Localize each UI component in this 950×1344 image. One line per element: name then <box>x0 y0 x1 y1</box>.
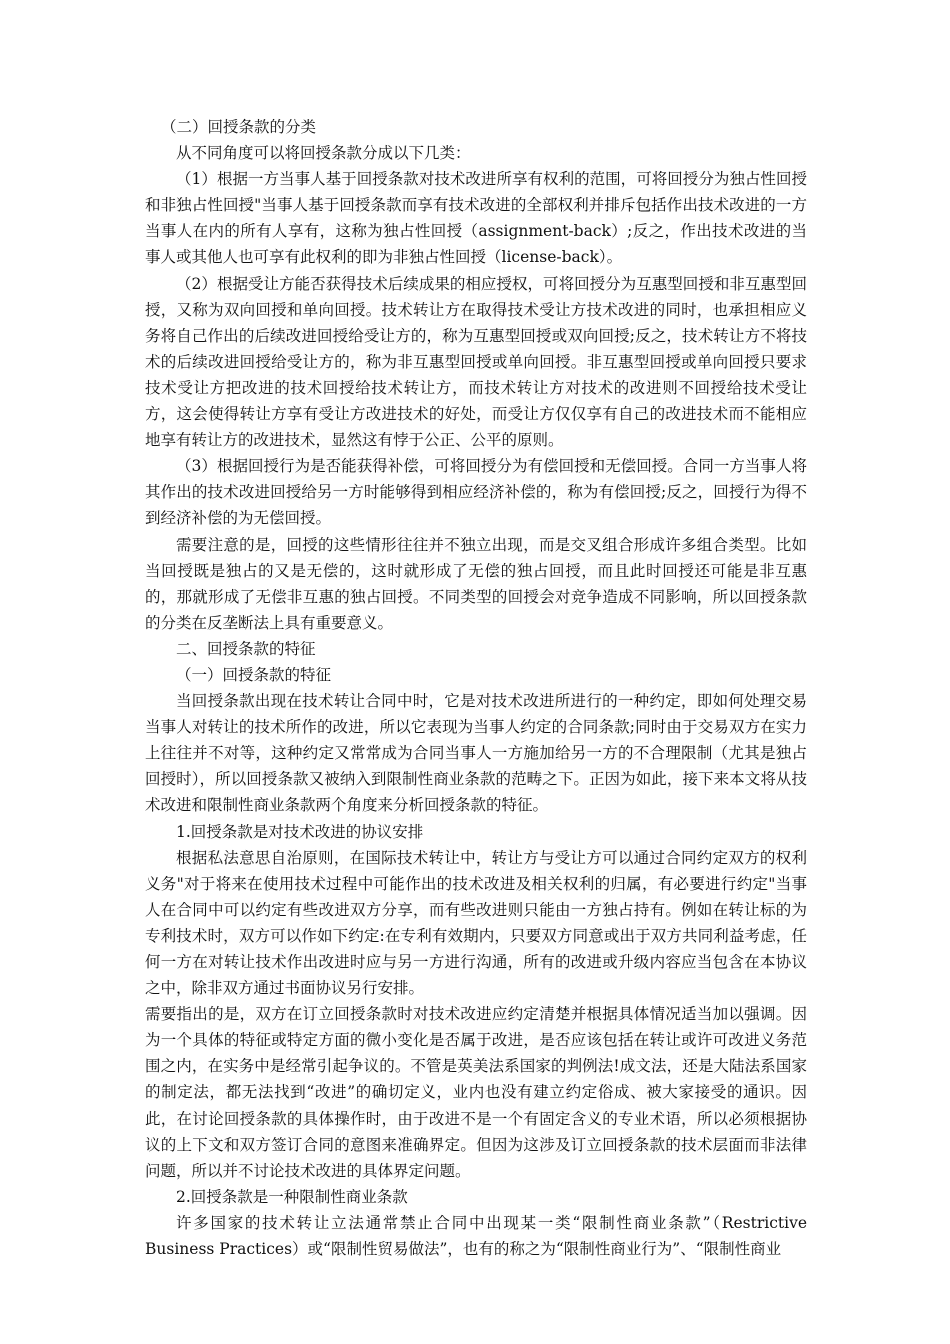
paragraph-improvement-definition: 需要指出的是，双方在订立回授条款时对技术改进应约定清楚并根据具体情况适当加以强调。因为一个具体的特征或特定方面的微小变化是否属于改进，是否应该包括在转让或许可改进义务范围之内，在实务中是经常引起争议的。不管是英美法系国家的判例法!成文法，还是大陆法系国家的制定法，都无法找到“改进”的确切定义，业内也没有建立约定俗成、被大家接受的通识。因此，在讨论回授条款的具体操作时，由于改进不是一个有固定含义的专业术语，所以必须根据协议的上下文和双方签订合同的意图来准确界定。但因为这涉及订立回授条款的技术层面而非法律问题，所以并不讨论技术改进的具体界定问题。 <box>145 1005 807 1180</box>
paragraph-restrictive: 许多国家的技术转让立法通常禁止合同中出现某一类“限制性商业条款”（Restrictive Business Practices）或“限制性贸易做法”，也有的称之为“限制性商业行为”、“限制性商业 <box>145 1213 807 1259</box>
paragraph-type-1: （1）根据一方当事人基于回授条款对技术改进所享有权利的范围，可将回授分为独占性回授和非独占性回授"当事人基于回授条款而享有技术改进的全部权利并排斥包括作出技术改进的一方当事人在内的所有人享有，这称为独占性回授（assignment-back）;反之，作出技术改进的当事人或其他人也可享有此权利的即为非独占性回授（license-back）。 <box>145 170 807 267</box>
section-heading-features: 二、回授条款的特征 <box>176 639 316 658</box>
paragraph-intro: 从不同角度可以将回授条款分成以下几类： <box>176 144 471 163</box>
section-heading-classification: （二）回授条款的分类 <box>161 118 317 136</box>
subheading-agreement: 1.回授条款是对技术改进的协议安排 <box>176 822 424 841</box>
subsection-heading-features: （一）回授条款的特征 <box>176 665 332 684</box>
paragraph-note: 需要注意的是，回授的这些情形往往并不独立出现，而是交叉组合形成许多组合类型。比如当回授既是独占的又是无偿的，这时就形成了无偿的独占回授，而且此时回授还可能是非互惠的，那就形成了无偿非互惠的独占回授。不同类型的回授会对竞争造成不同影响，所以回授条款的分类在反垄断法上具有重要意义。 <box>145 535 807 632</box>
paragraph-features-intro: 当回授条款出现在技术转让合同中时，它是对技术改进所进行的一种约定，即如何处理交易当事人对转让的技术所作的改进，所以它表现为当事人约定的合同条款;同时由于交易双方在实力上往往并不对等，这种约定又常常成为合同当事人一方施加给另一方的不合理限制（尤其是独占回授时），所以回授条款又被纳入到限制性商业条款的范畴之下。正因为如此，接下来本文将从技术改进和限制性商业条款两个角度来分析回授条款的特征。 <box>145 692 807 815</box>
document-body <box>145 114 807 1262</box>
paragraph-type-2: （2）根据受让方能否获得技术后续成果的相应授权，可将回授分为互惠型回授和非互惠型回授，又称为双向回授和单向回授。技术转让方在取得技术受让方技术改进的同时，也承担相应义务将自己作出的后续改进回授给受让方的，称为互惠型回授或双向回授;反之，技术转让方不将技术的后续改进回授给受让方的，称为非互惠型回授或单向回授。非互惠型回授或单向回授只要求技术受让方把改进的技术回授给技术转让方，而技术转让方对技术的改进则不回授给技术受让方，这会使得转让方享有受让方改进技术的好处，而受让方仅仅享有自己的改进技术而不能相应地享有转让方的改进技术，显然这有悖于公正、公平的原则。 <box>145 274 807 450</box>
subheading-restrictive: 2.回授条款是一种限制性商业条款 <box>176 1187 408 1206</box>
paragraph-agreement: 根据私法意思自治原则，在国际技术转让中，转让方与受让方可以通过合同约定双方的权利义务"对于将来在使用技术过程中可能作出的技术改进及相关权利的归属，有必要进行约定"当事人在合同中可以约定有些改进双方分享，而有些改进则只能由一方独占持有。例如在转让标的为专利技术时，双方可以作如下约定:在专利有效期内，只要双方同意或出于双方共同利益考虑，任何一方在对转让技术作出改进时应与另一方进行沟通，所有的改进或升级内容应当包含在本协议之中，除非双方通过书面协议另行安排。 <box>145 848 807 998</box>
paragraph-type-3: （3）根据回授行为是否能获得补偿，可将回授分为有偿回授和无偿回授。合同一方当事人将其作出的技术改进回授给另一方时能够得到相应经济补偿的，称为有偿回授;反之，回授行为得不到经济补偿的为无偿回授。 <box>145 457 807 528</box>
